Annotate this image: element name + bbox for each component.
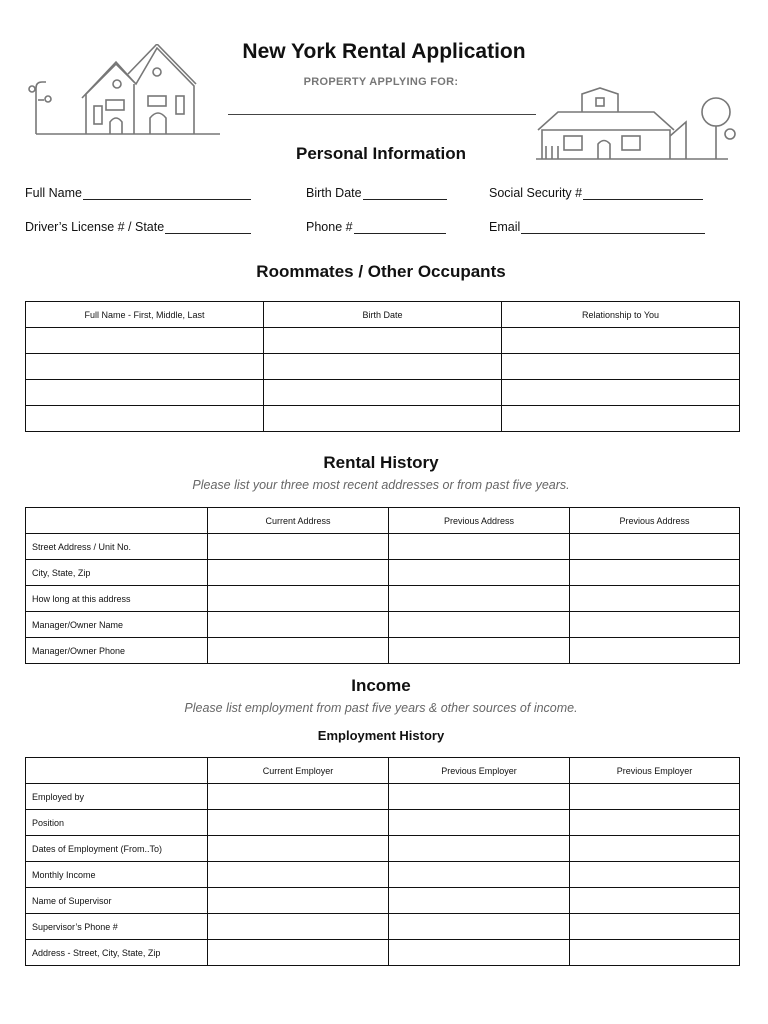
table-cell[interactable] [570, 784, 740, 810]
row-label: Manager/Owner Name [26, 612, 208, 638]
table-cell[interactable] [502, 328, 740, 354]
full-name-field[interactable] [25, 186, 251, 200]
table-cell[interactable] [389, 638, 570, 664]
table-cell[interactable] [208, 560, 389, 586]
row-label: Monthly Income [26, 862, 208, 888]
employment-history-heading: Employment History [317, 728, 445, 743]
roommates-table [25, 301, 740, 432]
table-cell[interactable] [264, 380, 502, 406]
table-cell[interactable] [208, 638, 389, 664]
birth-date-label: Birth Date [306, 186, 362, 200]
table-cell[interactable] [26, 406, 264, 432]
table-cell[interactable] [389, 560, 570, 586]
table-row [26, 380, 740, 406]
table-cell[interactable] [389, 888, 570, 914]
table-row [26, 534, 740, 560]
table-header-row [26, 508, 740, 534]
table-row [26, 784, 740, 810]
table-cell[interactable] [570, 586, 740, 612]
column-header: Birth Date [264, 302, 502, 328]
table-header-row [26, 758, 740, 784]
table-cell[interactable] [208, 862, 389, 888]
table-cell[interactable] [570, 560, 740, 586]
column-header: Current Address [208, 508, 389, 534]
row-label: Employed by [26, 784, 208, 810]
property-label: PROPERTY APPLYING FOR: [303, 76, 459, 88]
full-name-label: Full Name [25, 186, 82, 200]
income-heading: Income [351, 676, 411, 695]
column-header [26, 508, 208, 534]
table-cell[interactable] [570, 888, 740, 914]
column-header: Previous Address [570, 508, 740, 534]
table-cell[interactable] [208, 836, 389, 862]
table-cell[interactable] [389, 862, 570, 888]
table-cell[interactable] [570, 914, 740, 940]
table-cell[interactable] [26, 328, 264, 354]
table-row [26, 810, 740, 836]
table-cell[interactable] [208, 940, 389, 966]
house-icon [24, 44, 222, 138]
table-row [26, 888, 740, 914]
table-cell[interactable] [570, 612, 740, 638]
ssn-field[interactable] [489, 186, 703, 200]
row-label: Manager/Owner Phone [26, 638, 208, 664]
column-header: Previous Employer [389, 758, 570, 784]
table-row [26, 586, 740, 612]
table-row [26, 862, 740, 888]
row-label: Position [26, 810, 208, 836]
employment-history-table [25, 757, 740, 966]
table-cell[interactable] [389, 612, 570, 638]
email-field[interactable] [489, 220, 705, 234]
table-cell[interactable] [26, 354, 264, 380]
table-cell[interactable] [208, 810, 389, 836]
property-input-line[interactable] [228, 114, 536, 115]
table-cell[interactable] [208, 914, 389, 940]
table-cell[interactable] [389, 586, 570, 612]
phone-label: Phone # [306, 220, 353, 234]
ssn-label: Social Security # [489, 186, 583, 200]
email-label: Email [489, 220, 521, 234]
license-field[interactable] [25, 220, 251, 234]
table-row [26, 354, 740, 380]
license-label: Driver’s License # / State [25, 220, 165, 234]
table-cell[interactable] [264, 406, 502, 432]
page-title: New York Rental Application [242, 40, 526, 63]
table-cell[interactable] [26, 380, 264, 406]
row-label: City, State, Zip [26, 560, 208, 586]
table-cell[interactable] [208, 586, 389, 612]
table-cell[interactable] [389, 914, 570, 940]
column-header: Previous Employer [570, 758, 740, 784]
rental-history-note: Please list your three most recent addresses or from past five years. [192, 478, 570, 492]
table-row [26, 406, 740, 432]
table-cell[interactable] [208, 888, 389, 914]
rental-history-heading: Rental History [323, 453, 439, 472]
table-row [26, 612, 740, 638]
row-label: Supervisor’s Phone # [26, 914, 208, 940]
table-cell[interactable] [570, 862, 740, 888]
table-row [26, 560, 740, 586]
phone-field[interactable] [306, 220, 446, 234]
rental-history-table [25, 507, 740, 664]
column-header: Full Name - First, Middle, Last [26, 302, 264, 328]
column-header: Previous Address [389, 508, 570, 534]
row-label: How long at this address [26, 586, 208, 612]
table-cell[interactable] [570, 836, 740, 862]
row-label: Name of Supervisor [26, 888, 208, 914]
table-row [26, 328, 740, 354]
table-cell[interactable] [264, 354, 502, 380]
table-row [26, 638, 740, 664]
table-cell[interactable] [502, 354, 740, 380]
table-cell[interactable] [570, 638, 740, 664]
table-cell[interactable] [389, 810, 570, 836]
table-row [26, 836, 740, 862]
birth-date-field[interactable] [306, 186, 447, 200]
row-label: Street Address / Unit No. [26, 534, 208, 560]
personal-info-heading: Personal Information [295, 144, 467, 163]
table-cell[interactable] [502, 380, 740, 406]
table-cell[interactable] [264, 328, 502, 354]
column-header [26, 758, 208, 784]
table-cell[interactable] [502, 406, 740, 432]
table-cell[interactable] [570, 940, 740, 966]
table-cell[interactable] [570, 810, 740, 836]
row-label: Address - Street, City, State, Zip [26, 940, 208, 966]
table-cell[interactable] [208, 534, 389, 560]
table-cell[interactable] [208, 612, 389, 638]
income-note: Please list employment from past five years & other sources of income. [184, 701, 578, 715]
table-header-row [26, 302, 740, 328]
table-cell[interactable] [389, 534, 570, 560]
column-header: Relationship to You [502, 302, 740, 328]
table-row [26, 940, 740, 966]
table-cell[interactable] [389, 836, 570, 862]
table-cell[interactable] [208, 784, 389, 810]
roommates-heading: Roommates / Other Occupants [256, 262, 506, 281]
table-row [26, 914, 740, 940]
table-cell[interactable] [570, 534, 740, 560]
table-cell[interactable] [389, 784, 570, 810]
column-header: Current Employer [208, 758, 389, 784]
row-label: Dates of Employment (From..To) [26, 836, 208, 862]
table-cell[interactable] [389, 940, 570, 966]
